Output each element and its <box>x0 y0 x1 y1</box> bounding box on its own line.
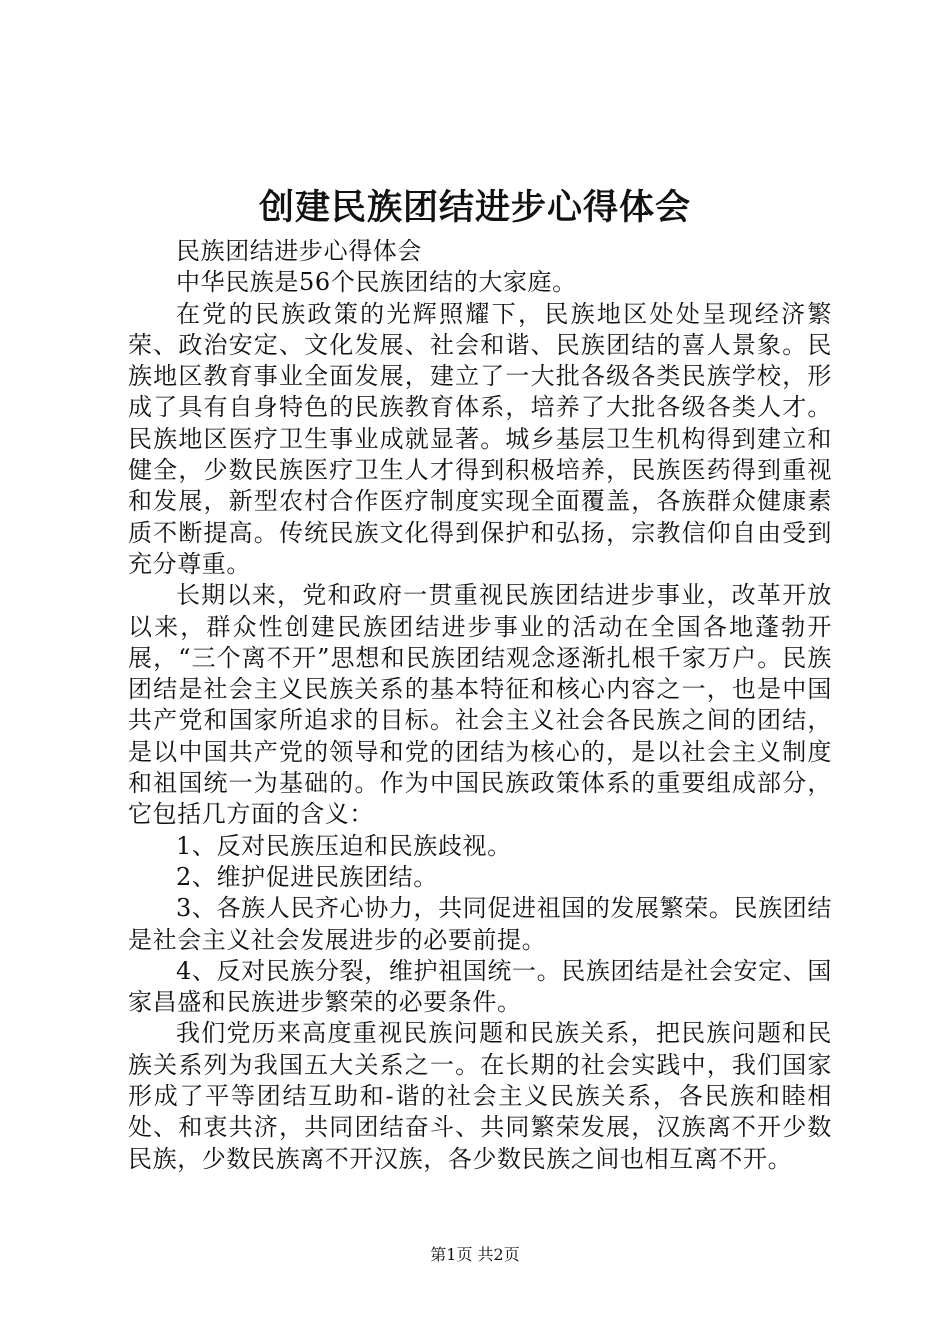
list-item: 1、反对民族压迫和民族歧视。 <box>176 831 512 860</box>
paragraph-subtitle: 民族团结进步心得体会 <box>176 237 422 265</box>
page-footer: 第1页 共2页 <box>430 1245 520 1264</box>
document-body <box>128 236 832 1175</box>
list-item: 2、维护促进民族团结。 <box>176 862 438 891</box>
paragraph: 我们党历来高度重视民族问题和民族关系，把民族问题和民族关系列为我国五大关系之一。在长期的社会实践中，我们国家形成了平等团结互助和-谐的社会主义民族关系，各民族和睦相处、和衷共济，共同团结奋斗、共同繁荣发展，汉族离不开少数民族，少数民族离不开汉族，各少数民族之间也相互离不开。 <box>128 1019 832 1173</box>
list-item: 4、反对民族分裂，维护祖国统一。民族团结是社会安定、国家昌盛和民族进步繁荣的必要条件。 <box>128 956 832 1017</box>
paragraph: 长期以来，党和政府一贯重视民族团结进步事业，改革开放以来，群众性创建民族团结进步事业的活动在全国各地蓬勃开展，“三个离不开”思想和民族团结观念逐渐扎根千家万户。民族团结是社会主义民族关系的基本特征和核心内容之一，也是中国共产党和国家所追求的目标。社会主义社会各民族之间的团结，是以中国共产党的领导和党的团结为核心的，是以社会主义制度和祖国统一为基础的。作为中国民族政策体系的重要组成部分，它包括几方面的含义： <box>128 581 832 829</box>
paragraph: 在党的民族政策的光辉照耀下，民族地区处处呈现经济繁荣、政治安定、文化发展、社会和谐、民族团结的喜人景象。民族地区教育事业全面发展，建立了一大批各级各类民族学校，形成了具有自身特色的民族教育体系，培养了大批各级各类人才。民族地区医疗卫生事业成就显著。城乡基层卫生机构得到建立和健全，少数民族医疗卫生人才得到积极培养，民族医药得到重视和发展，新型农村合作医疗制度实现全面覆盖，各族群众健康素质不断提高。传统民族文化得到保护和弘扬，宗教信仰自由受到充分尊重。 <box>128 299 832 578</box>
list-item: 3、各族人民齐心协力，共同促进祖国的发展繁荣。民族团结是社会主义社会发展进步的必要前提。 <box>128 894 832 954</box>
paragraph-intro: 中华民族是56个民族团结的大家庭。 <box>176 268 577 297</box>
document-title: 创建民族团结进步心得体会 <box>258 187 691 228</box>
